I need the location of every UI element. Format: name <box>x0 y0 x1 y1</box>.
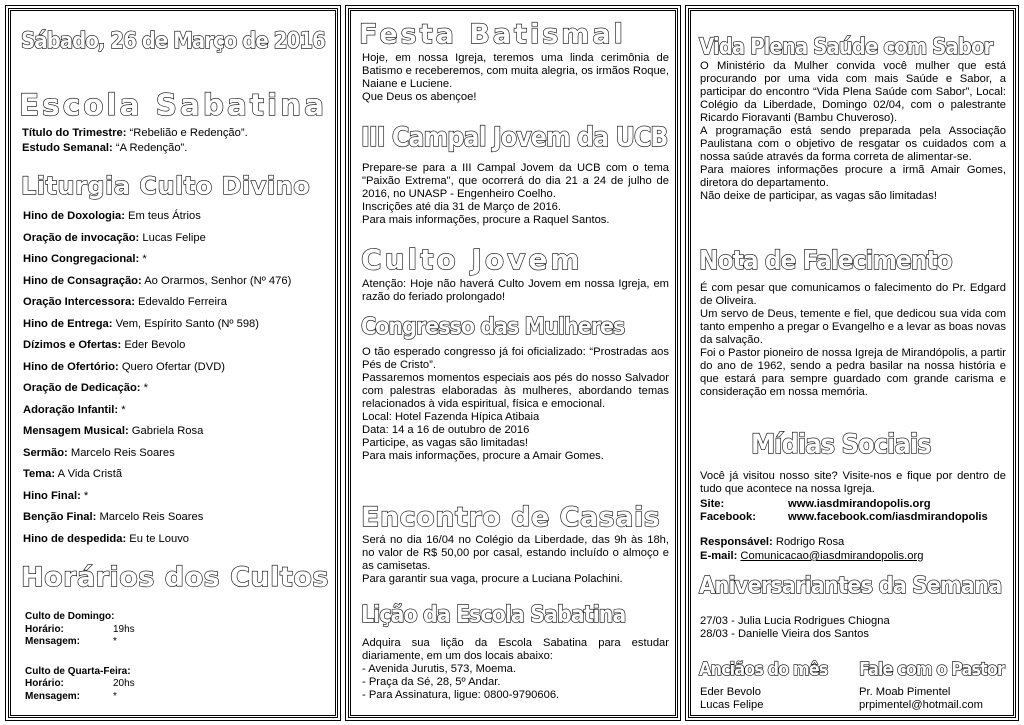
baptism-heading: Festa Batismal <box>359 19 626 50</box>
resp-label: Responsável: <box>700 536 773 548</box>
liturgy-value: Marcelo Reis Soares <box>96 511 204 523</box>
liturgy-value: * <box>118 403 126 416</box>
health-section <box>700 60 1006 203</box>
couples-text2: Para garantir sua vaga, procure a Luciana Polachini. <box>362 573 623 585</box>
responsible-line <box>700 536 844 549</box>
camp-heading: III Campal Jovem da UCB <box>361 122 668 153</box>
wednesday-time-label: Horário: <box>25 678 64 689</box>
health-text4: Não deixe de participar, as vagas são limitadas! <box>700 190 937 202</box>
liturgy-value: Eu te Louvo <box>126 532 190 545</box>
baptism-text2: Que Deus os abençoe! <box>362 91 477 103</box>
liturgy-label: Adoração Infantil: <box>23 403 119 416</box>
liturgy-row <box>11 292 331 314</box>
bday-list <box>700 615 890 641</box>
obit-text: É com pesar que comunicamos o falecimento do Pr. Edgard de Oliveira. <box>700 282 1006 307</box>
date-heading: Sábado, 26 de Março de 2016 <box>21 29 325 54</box>
lesson-item: - Avenida Jurutis, 573, Moema. <box>362 663 517 675</box>
liturgy-row <box>11 249 331 271</box>
email-link[interactable]: Comunicacao@iasdmirandopolis.org <box>740 550 924 562</box>
schedule-heading: Horários dos Cultos <box>21 562 329 593</box>
liturgy-value: Gabriela Rosa <box>128 425 204 437</box>
liturgy-row <box>11 378 331 400</box>
health-heading: Vida Plena Saúde com Sabor <box>699 35 993 60</box>
liturgy-row <box>11 400 331 422</box>
couples-heading: Encontro de Casais <box>361 502 661 533</box>
wednesday-time: 20hs <box>113 678 135 689</box>
trimester-value: “Rebelião e Redenção”. <box>126 127 248 139</box>
liturgy-value: Eder Bevolo <box>121 339 186 351</box>
women-text: O tão esperado congresso já foi oficializado: “Prostradas aos Pés de Cristo”. <box>362 346 669 371</box>
facebook-link[interactable]: www.facebook.com/iasdmirandopolis <box>788 511 988 523</box>
liturgy-label: Hino de Doxologia: <box>23 210 125 222</box>
liturgy-value: * <box>139 253 147 265</box>
liturgy-value: Lucas Felipe <box>139 231 206 244</box>
camp-text: Prepare-se para a III Campal Jovem da UCB com o tema "Paixão Extrema", que ocorrerá do dia 21 a 24 de julho de 2016, no UNASP - Engenheiro Coelho. <box>362 162 669 200</box>
liturgy-label: Hino Final: <box>23 489 81 502</box>
liturgy-label: Hino de despedida: <box>23 532 127 545</box>
health-text3: Para maiores informações procure a irmã Amair Gomes, diretora do departamento. <box>700 164 1006 189</box>
liturgy-value: Quero Ofertar (DVD) <box>118 360 226 373</box>
liturgy-label: Hino de Consagração: <box>23 274 142 287</box>
liturgy-value: Em teus Átrios <box>124 210 201 222</box>
liturgy-row <box>11 443 331 465</box>
facebook-label: Facebook: <box>700 511 756 523</box>
women-local: Local: Hotel Fazenda Hípica Atibaia <box>362 411 540 423</box>
bday-item: 28/03 - Danielle Vieira dos Santos <box>700 628 869 640</box>
lesson-item: - Praça da Sé, 28, 5º Andar. <box>362 676 501 688</box>
bday-heading: Aniversariantes da Semana <box>699 571 1002 599</box>
women-text2: Passaremos momentos especiais aos pés do nosso Salvador com palestras elaboradas às mulheres, abordando temas relacionados à vida espiritual, física e emocional. <box>362 372 669 410</box>
social-text: Você já visitou nosso site? Visite-nos e fique por dentro de tudo que acontece na nossa Igreja. <box>700 470 1006 495</box>
liturgy-label: Dízimos e Ofertas: <box>23 339 122 351</box>
liturgy-row <box>11 335 331 357</box>
liturgy-label: Benção Final: <box>23 511 97 523</box>
liturgy-label: Hino de Entrega: <box>23 317 113 330</box>
pastor-email[interactable]: prpimentel@hotmail.com <box>859 699 983 711</box>
social-table <box>700 498 988 524</box>
liturgy-row <box>11 206 331 228</box>
lesson-text: Adquira sua lição da Escola Sabatina para estudar diariamente, em um dos locais abaixo: <box>362 637 669 662</box>
liturgy-row <box>11 529 331 551</box>
liturgy-label: Tema: <box>23 468 56 480</box>
weekly-line <box>22 142 187 155</box>
sunday-title: Culto de Domingo: <box>25 611 115 622</box>
camp-text2: Inscrições até dia 31 de Março de 2016. <box>362 201 562 213</box>
panel-liturgy <box>8 8 338 718</box>
pastor-heading: Fale com o Pastor <box>859 659 1004 680</box>
liturgy-label: Hino de Ofertório: <box>23 360 119 373</box>
liturgy-row <box>11 271 331 293</box>
trimester-label: Título do Trimestre: <box>22 127 127 139</box>
site-link[interactable]: www.iasdmirandopolis.org <box>788 498 931 510</box>
sunday-time: 19hs <box>113 623 135 635</box>
liturgy-value: * <box>80 489 89 502</box>
obit-section <box>700 282 1006 399</box>
youth-heading: Culto Jovem <box>361 243 583 276</box>
panel-events <box>348 8 678 718</box>
email-line <box>700 550 923 563</box>
elder-item: Eder Bevolo <box>700 686 761 698</box>
obit-text3: Foi o Pastor pioneiro de nossa Igreja de Mirandópolis, a partir do ano de 1962, sendo a pedra basilar na nossa história e que estará para sempre guardado com grande carisma e consideração em nossa memória. <box>700 347 1006 398</box>
liturgy-label: Hino Congregacional: <box>23 253 140 265</box>
lesson-item: - Para Assinatura, ligue: 0800-9790606. <box>362 689 560 701</box>
liturgy-label: Oração de invocação: <box>23 231 140 244</box>
resp-value: Rodrigo Rosa <box>772 536 845 548</box>
liturgy-row <box>11 507 331 529</box>
liturgy-label: Oração Intercessora: <box>23 296 135 308</box>
liturgy-row <box>11 357 331 379</box>
liturgy-value: Marcelo Reis Soares <box>67 446 175 459</box>
liturgy-row <box>11 486 331 508</box>
women-date: Data: 14 a 16 de outubro de 2016 <box>362 424 530 436</box>
youth-text: Atenção: Hoje não haverá Culto Jovem em nossa Igreja, em razão do feriado prolongado! <box>362 278 669 303</box>
site-label: Site: <box>700 498 725 510</box>
liturgy-heading: Liturgia Culto Divino <box>21 172 311 200</box>
bday-item: 27/03 - Julia Lucia Rodrigues Chiogna <box>700 615 890 627</box>
social-heading: Mídias Sociais <box>751 429 931 460</box>
couples-text: Será no dia 16/04 no Colégio da Liberdade, das 9h às 18h, no valor de R$ 50,00 por casal, estando incluído o almoço e as camisetas. <box>362 534 669 572</box>
camp-section <box>362 162 669 227</box>
women-info: Para mais informações, procure a Amair Gomes. <box>362 450 604 462</box>
sunday-msg-label: Mensagem: <box>25 636 81 647</box>
wednesday-msg-label: Mensagem: <box>25 690 81 702</box>
pastor-name: Pr. Moab Pimentel <box>859 686 951 698</box>
elders-heading: Anciãos do mês <box>699 659 828 680</box>
elders-list <box>700 686 763 712</box>
liturgy-row <box>11 464 331 486</box>
school-heading: Escola Sabatina <box>19 88 328 122</box>
liturgy-row <box>11 228 331 250</box>
camp-text3: Para mais informações, procure a Raquel Santos. <box>362 214 610 226</box>
pastor-contact <box>859 686 983 712</box>
women-join: Participe, as vagas são limitadas! <box>362 437 529 449</box>
liturgy-label: Sermão: <box>23 446 68 459</box>
panel-news <box>688 8 1016 718</box>
trimester-line <box>22 127 248 140</box>
lesson-section <box>362 637 669 702</box>
liturgy-label: Mensagem Musical: <box>23 425 129 437</box>
health-text: O Ministério da Mulher convida você mulher que está procurando por uma vida com mais Saúde e Sabor, a participar do encontro “Vida Plena Saúde com Sabor”, Local: Colégio da Liberdade, Domingo 02/04, com o palestrante Ricardo Fioravanti (Bambu Chuveroso). <box>700 60 1006 124</box>
liturgy-row <box>11 314 331 336</box>
weekly-value: “A Redenção”. <box>112 142 188 154</box>
wednesday-title: Culto de Quarta-Feira: <box>25 665 131 677</box>
women-heading: Congresso das Mulheres <box>361 314 625 340</box>
health-text2: A programação está sendo preparada pela Associação Paulistana com o objetivo de resgatar os cuidados com a nossa saúde através da forma correta de alimentar-se. <box>700 125 1006 163</box>
obit-text2: Um servo de Deus, temente e fiel, que dedicou sua vida com tanto empenho a pregar o Evangelho e a levar as boas novas da salvação. <box>700 308 1007 346</box>
baptism-section <box>362 52 669 104</box>
liturgy-value: Edevaldo Ferreira <box>134 296 227 308</box>
schedule-list <box>11 611 331 703</box>
liturgy-value: * <box>140 382 148 394</box>
liturgy-label: Oração de Dedicação: <box>23 382 141 394</box>
obit-heading: Nota de Falecimento <box>699 246 952 276</box>
sunday-time-label: Horário: <box>25 623 64 635</box>
lesson-heading: Lição da Escola Sabatina <box>361 602 626 628</box>
couples-section <box>362 534 669 586</box>
liturgy-row <box>11 421 331 443</box>
sunday-msg: * <box>113 636 117 647</box>
baptism-text: Hoje, em nossa Igreja, teremos uma linda cerimônia de Batismo e receberemos, com muita alegria, os irmãos Roque, Naiane e Luciene. <box>362 52 669 90</box>
wednesday-msg: * <box>113 690 117 702</box>
email-label: E-mail: <box>700 550 738 562</box>
liturgy-value: Ao Orarmos, Senhor (Nº 476) <box>141 274 292 287</box>
weekly-label: Estudo Semanal: <box>22 142 113 154</box>
liturgy-value: A Vida Cristã <box>55 468 123 480</box>
liturgy-value: Vem, Espírito Santo (Nº 598) <box>112 317 259 330</box>
liturgy-list <box>11 206 331 550</box>
elder-item: Lucas Felipe <box>700 699 764 711</box>
women-section <box>362 346 669 463</box>
